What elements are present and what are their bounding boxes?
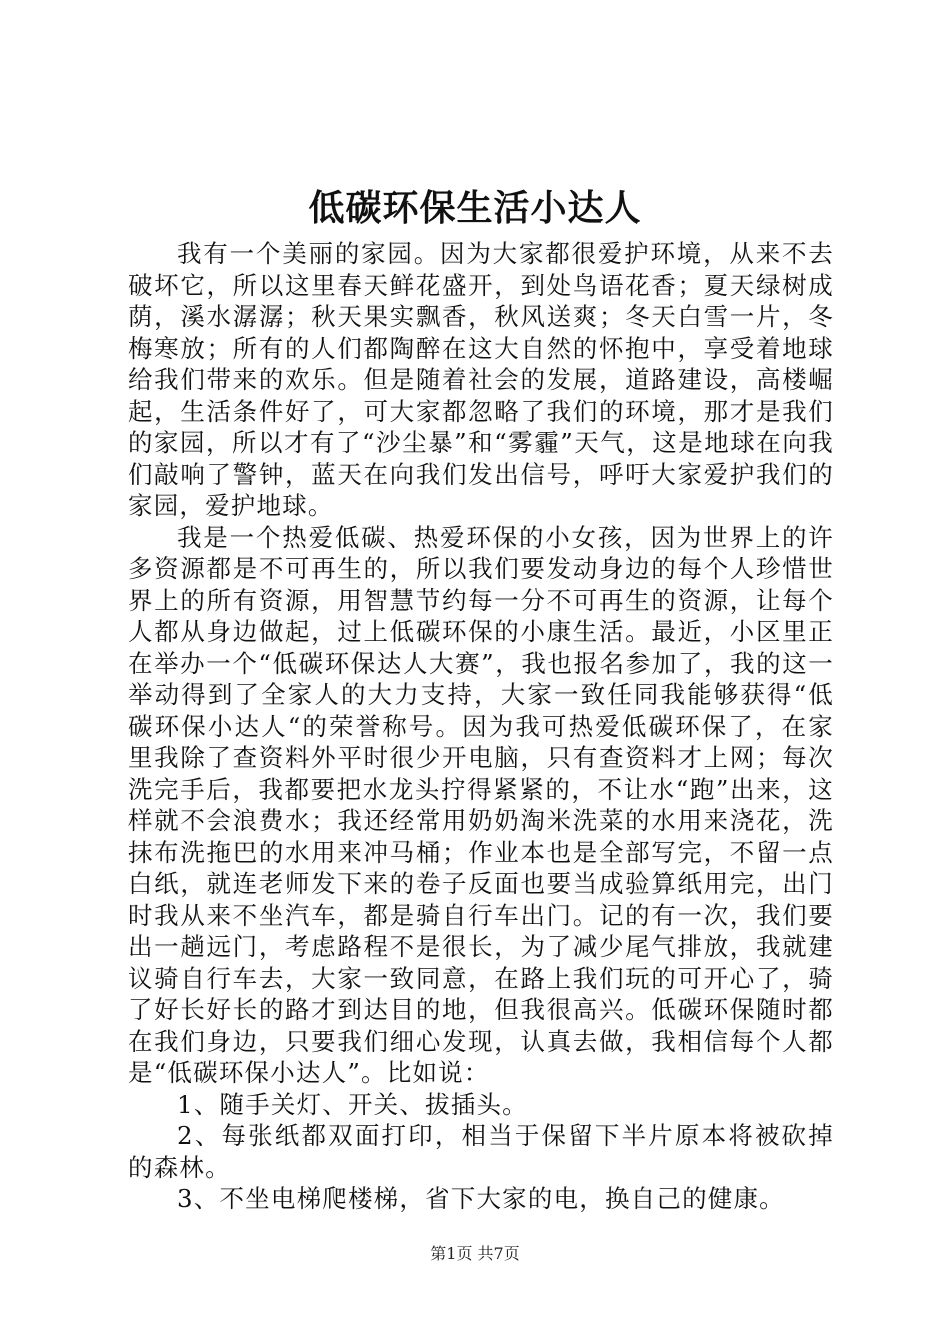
document-body [128,238,834,1215]
document-title: 低碳环保生活小达人 [308,187,642,229]
list-item-2: 2、每张纸都双面打印，相当于保留下半片原本将被砍掉的森林。 [128,1121,834,1182]
list-item-1: 1、随手关灯、开关、拔插头。 [177,1089,528,1119]
list-item-3: 3、不坐电梯爬楼梯，省下大家的电，换自己的健康。 [177,1184,785,1213]
paragraph-2: 我是一个热爱低碳、热爱环保的小女孩，因为世界上的许多资源都是不可再生的，所以我们要发动身边的每个人珍惜世界上的所有资源，用智慧节约每一分不可再生的资源，让每个人都从身边做起，过上低碳环保的小康生活。最近，小区里正在举办一个“低碳环保达人大赛”，我也报名参加了，我的这一举动得到了全家人的大力支持，大家一致任同我能够获得“低碳环保小达人“的荣誉称号。因为我可热爱低碳环保了，在家里我除了查资料外平时很少开电脑，只有查资料才上网；每次洗完手后，我都要把水龙头拧得紧紧的，不让水“跑”出来，这样就不会浪费水；我还经常用奶奶淘米洗菜的水用来浇花，洗抹布洗拖巴的水用来冲马桶；作业本也是全部写完，不留一点白纸，就连老师发下来的卷子反面也要当成验算纸用完，出门时我从来不坐汽车，都是骑自行车出门。记的有一次，我们要出一趟远门，考虑路程不是很长，为了减少尾气排放，我就建议骑自行车去，大家一致同意，在路上我们玩的可开心了，骑了好长好长的路才到达目的地，但我很高兴。低碳环保随时都在我们身边，只要我们细心发现，认真去做，我相信每个人都是“低碳环保小达人”。比如说： [128,522,834,1087]
paragraph-1: 我有一个美丽的家园。因为大家都很爱护环境，从来不去破坏它，所以这里春天鲜花盛开，到处鸟语花香；夏天绿树成荫，溪水潺潺；秋天果实飘香，秋风送爽；冬天白雪一片，冬梅寒放；所有的人们都陶醉在这大自然的怀抱中，享受着地球给我们带来的欢乐。但是随着社会的发展，道路建设，高楼崛起，生活条件好了，可大家都忽略了我们的环境，那才是我们的家园，所以才有了“沙尘暴”和“雾霾”天气，这是地球在向我们敲响了警钟，蓝天在向我们发出信号，呼吁大家爱护我们的家园，爱护地球。 [128,239,834,520]
page-number-footer: 第1页 共7页 [430,1244,520,1263]
